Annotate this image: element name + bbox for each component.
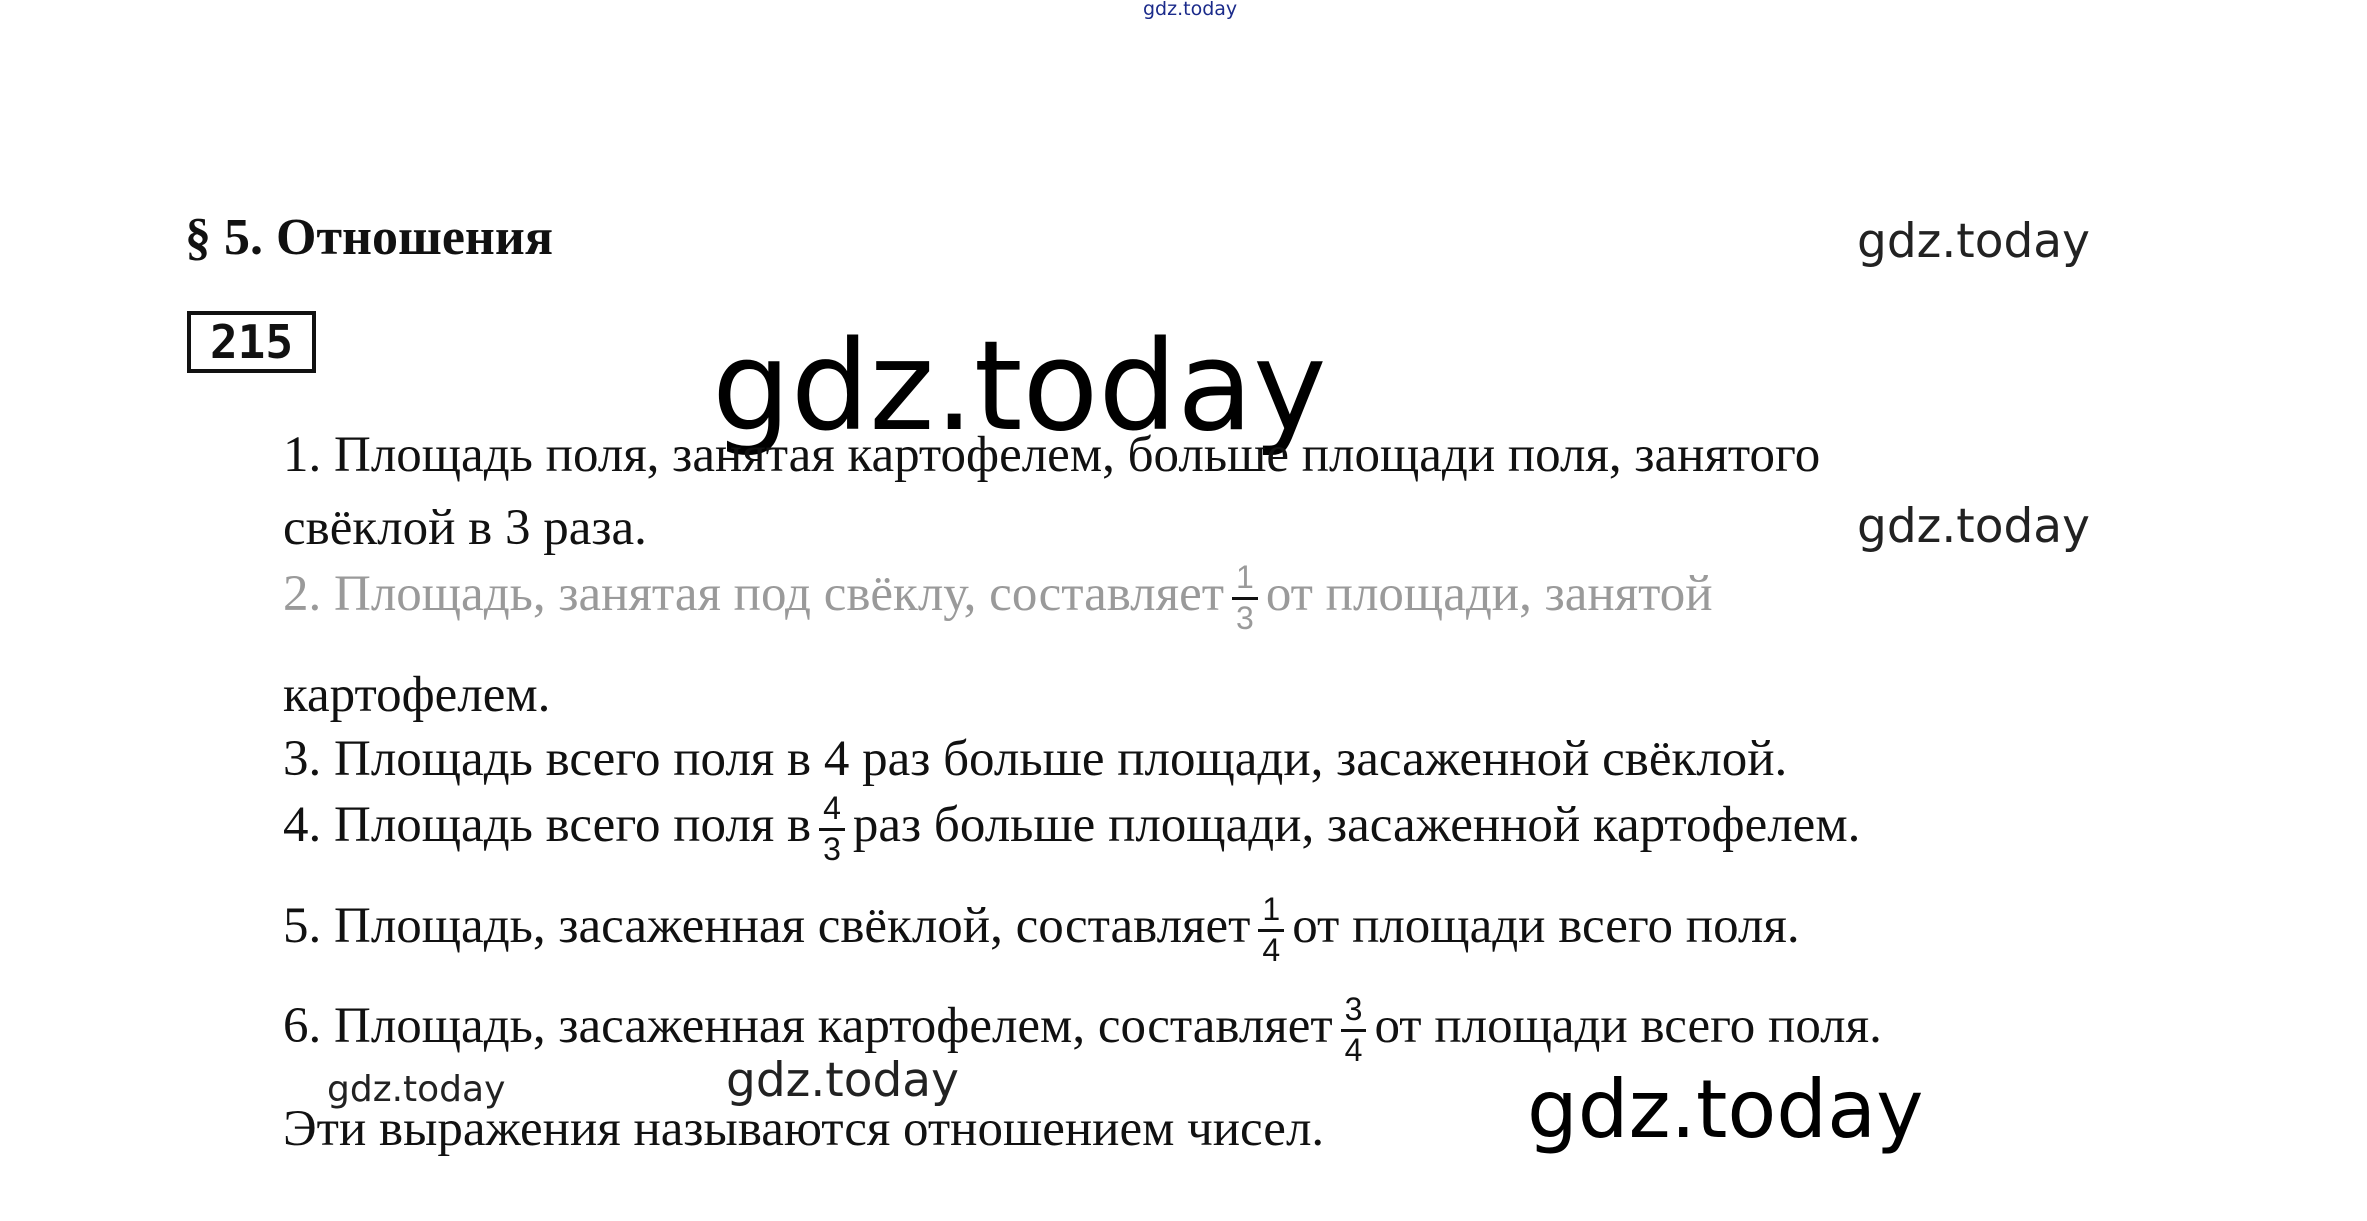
fraction-numerator: 3 — [1341, 993, 1367, 1032]
fraction-three-quarters — [1341, 993, 1367, 1067]
fraction-denominator: 4 — [1262, 931, 1281, 968]
fraction-numerator: 4 — [819, 792, 845, 831]
item-4-text: 4. Площадь всего поля в — [283, 796, 812, 853]
item-5-text-after: от площади всего поля. — [1292, 897, 1800, 954]
item-6-text-after: от площади всего поля. — [1374, 997, 1882, 1054]
item-6-text: 6. Площадь, засаженная картофелем, составляет — [283, 997, 1333, 1054]
item-1-line-1: 1. Площадь поля, занятая картофелем, больше площади поля, занятого — [283, 427, 1821, 483]
item-3-line: 3. Площадь всего поля в 4 раз больше площади, засаженной свёклой. — [283, 731, 1788, 787]
fraction-one-quarter — [1258, 893, 1284, 967]
conclusion-text: Эти выражения называются отношением чисел. — [283, 1101, 1325, 1157]
item-4-line — [283, 792, 1860, 866]
item-2-line-2: картофелем. — [283, 667, 551, 723]
item-2-text: 2. Площадь, занятая под свёклу, составляет — [283, 565, 1225, 622]
watermark: gdz.today — [327, 1069, 506, 1110]
watermark-top: gdz.today — [1143, 0, 1238, 20]
item-2-line-1 — [283, 561, 1713, 635]
item-5-line — [283, 893, 1800, 967]
fraction-one-third — [1232, 561, 1258, 635]
item-6-line — [283, 993, 1882, 1067]
fraction-four-thirds — [819, 792, 845, 866]
watermark: gdz.today — [1857, 214, 2090, 269]
fraction-numerator: 1 — [1258, 893, 1284, 932]
watermark-large: gdz.today — [712, 315, 1327, 459]
watermark-large: gdz.today — [1527, 1063, 1924, 1156]
section-title: § 5. Отношения — [185, 209, 553, 266]
fraction-denominator: 4 — [1344, 1031, 1363, 1068]
item-1-line-2: свёклой в 3 раза. — [283, 500, 647, 556]
fraction-denominator: 3 — [823, 830, 841, 867]
item-2-text-after: от площади, занятой — [1265, 565, 1713, 622]
fraction-numerator: 1 — [1232, 561, 1258, 600]
item-4-text-after: раз больше площади, засаженной картофелем. — [852, 796, 1861, 853]
watermark: gdz.today — [1857, 499, 2090, 554]
fraction-denominator: 3 — [1236, 599, 1254, 636]
item-5-text: 5. Площадь, засаженная свёклой, составляет — [283, 897, 1251, 954]
exercise-number-box: 215 — [187, 311, 316, 373]
watermark: gdz.today — [726, 1053, 959, 1108]
